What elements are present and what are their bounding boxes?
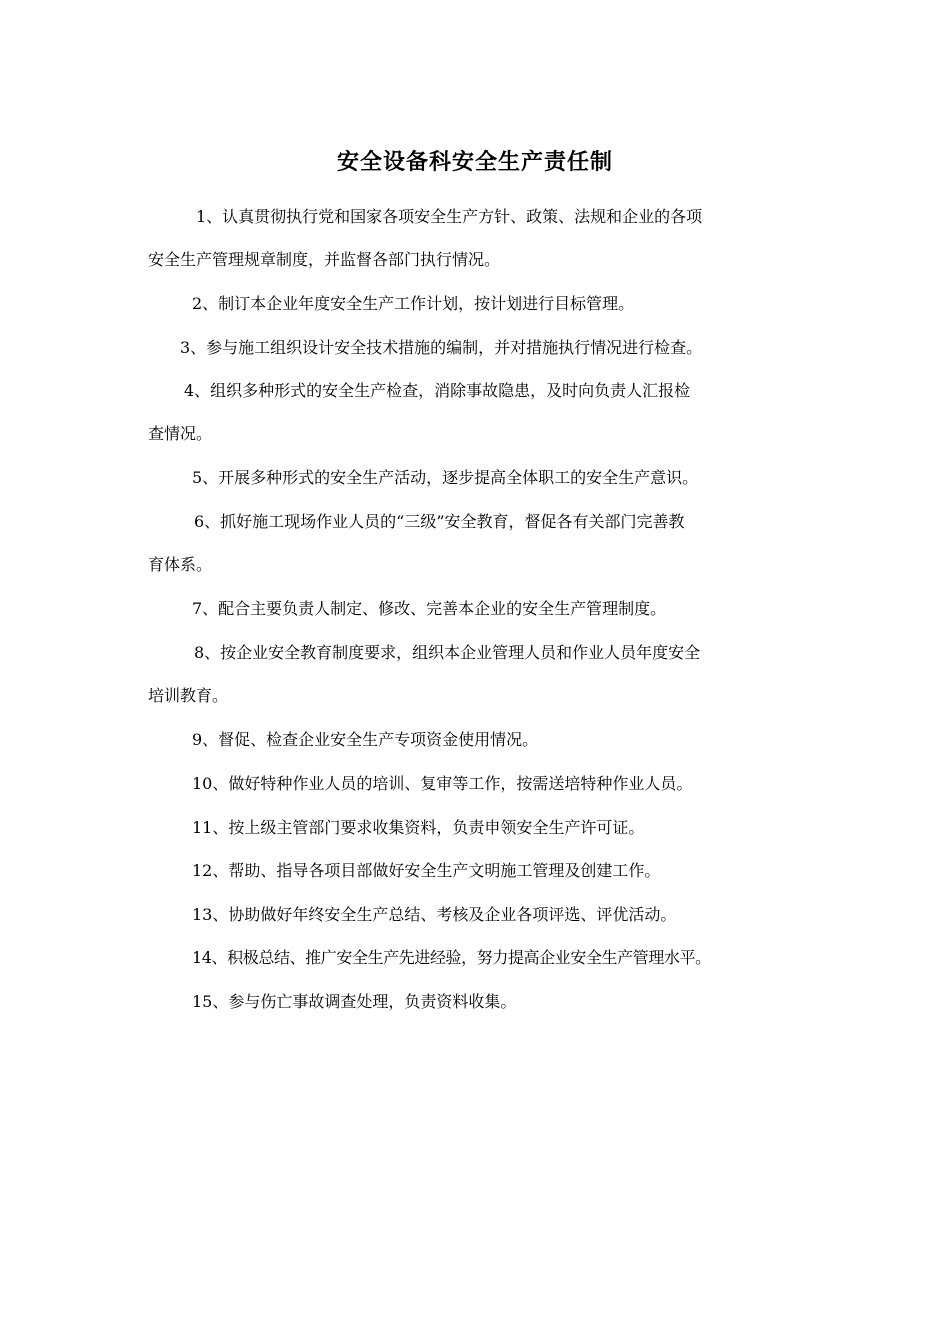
list-item <box>148 456 803 499</box>
item-line: 1、认真贯彻执行党和国家各项安全生产方针、政策、法规和企业的各项 <box>196 207 703 226</box>
item-line: 13、协助做好年终安全生产总结、考核及企业各项评选、评优活动。 <box>192 905 677 924</box>
list-item <box>148 806 803 849</box>
list-item <box>148 326 803 369</box>
list-item <box>148 893 803 936</box>
list-item <box>148 718 803 761</box>
list-item <box>148 631 803 717</box>
item-line: 5、开展多种形式的安全生产活动，逐步提高全体职工的安全生产意识。 <box>192 468 699 487</box>
list-item <box>148 369 803 455</box>
item-line: 安全生产管理规章制度，并监督各部门执行情况。 <box>148 250 501 269</box>
list-item <box>148 500 803 586</box>
list-item <box>148 936 803 979</box>
item-line: 15、参与伤亡事故调查处理，负责资料收集。 <box>192 992 517 1011</box>
item-line: 培训教育。 <box>148 686 229 705</box>
item-line: 8、按企业安全教育制度要求，组织本企业管理人员和作业人员年度安全 <box>194 643 701 662</box>
item-line: 4、组织多种形式的安全生产检查，消除事故隐患，及时向负责人汇报检 <box>184 381 691 400</box>
item-line: 11、按上级主管部门要求收集资料，负责申领安全生产许可证。 <box>192 818 645 837</box>
item-line: 育体系。 <box>148 555 213 574</box>
item-line: 12、帮助、指导各项目部做好安全生产文明施工管理及创建工作。 <box>192 861 661 880</box>
list-item <box>148 849 803 892</box>
list-item <box>148 195 803 281</box>
item-line: 3、参与施工组织设计安全技术措施的编制，并对措施执行情况进行检查。 <box>180 338 703 357</box>
item-line: 9、督促、检查企业安全生产专项资金使用情况。 <box>192 730 539 749</box>
item-line: 10、做好特种作业人员的培训、复审等工作，按需送培特种作业人员。 <box>192 774 693 793</box>
item-line: 7、配合主要负责人制定、修改、完善本企业的安全生产管理制度。 <box>192 599 667 618</box>
item-line: 6、抓好施工现场作业人员的“三级”安全教育，督促各有关部门完善教 <box>194 512 685 531</box>
list-item <box>148 980 803 1023</box>
item-line: 查情况。 <box>148 424 213 443</box>
list-item <box>148 587 803 630</box>
list-item <box>148 762 803 805</box>
item-line: 14、积极总结、推广安全生产先进经验，努力提高企业安全生产管理水平。 <box>192 948 711 967</box>
page-title: 安全设备科安全生产责任制 <box>336 149 613 175</box>
list-item <box>148 282 803 325</box>
item-line: 2、制订本企业年度安全生产工作计划，按计划进行目标管理。 <box>192 294 635 313</box>
